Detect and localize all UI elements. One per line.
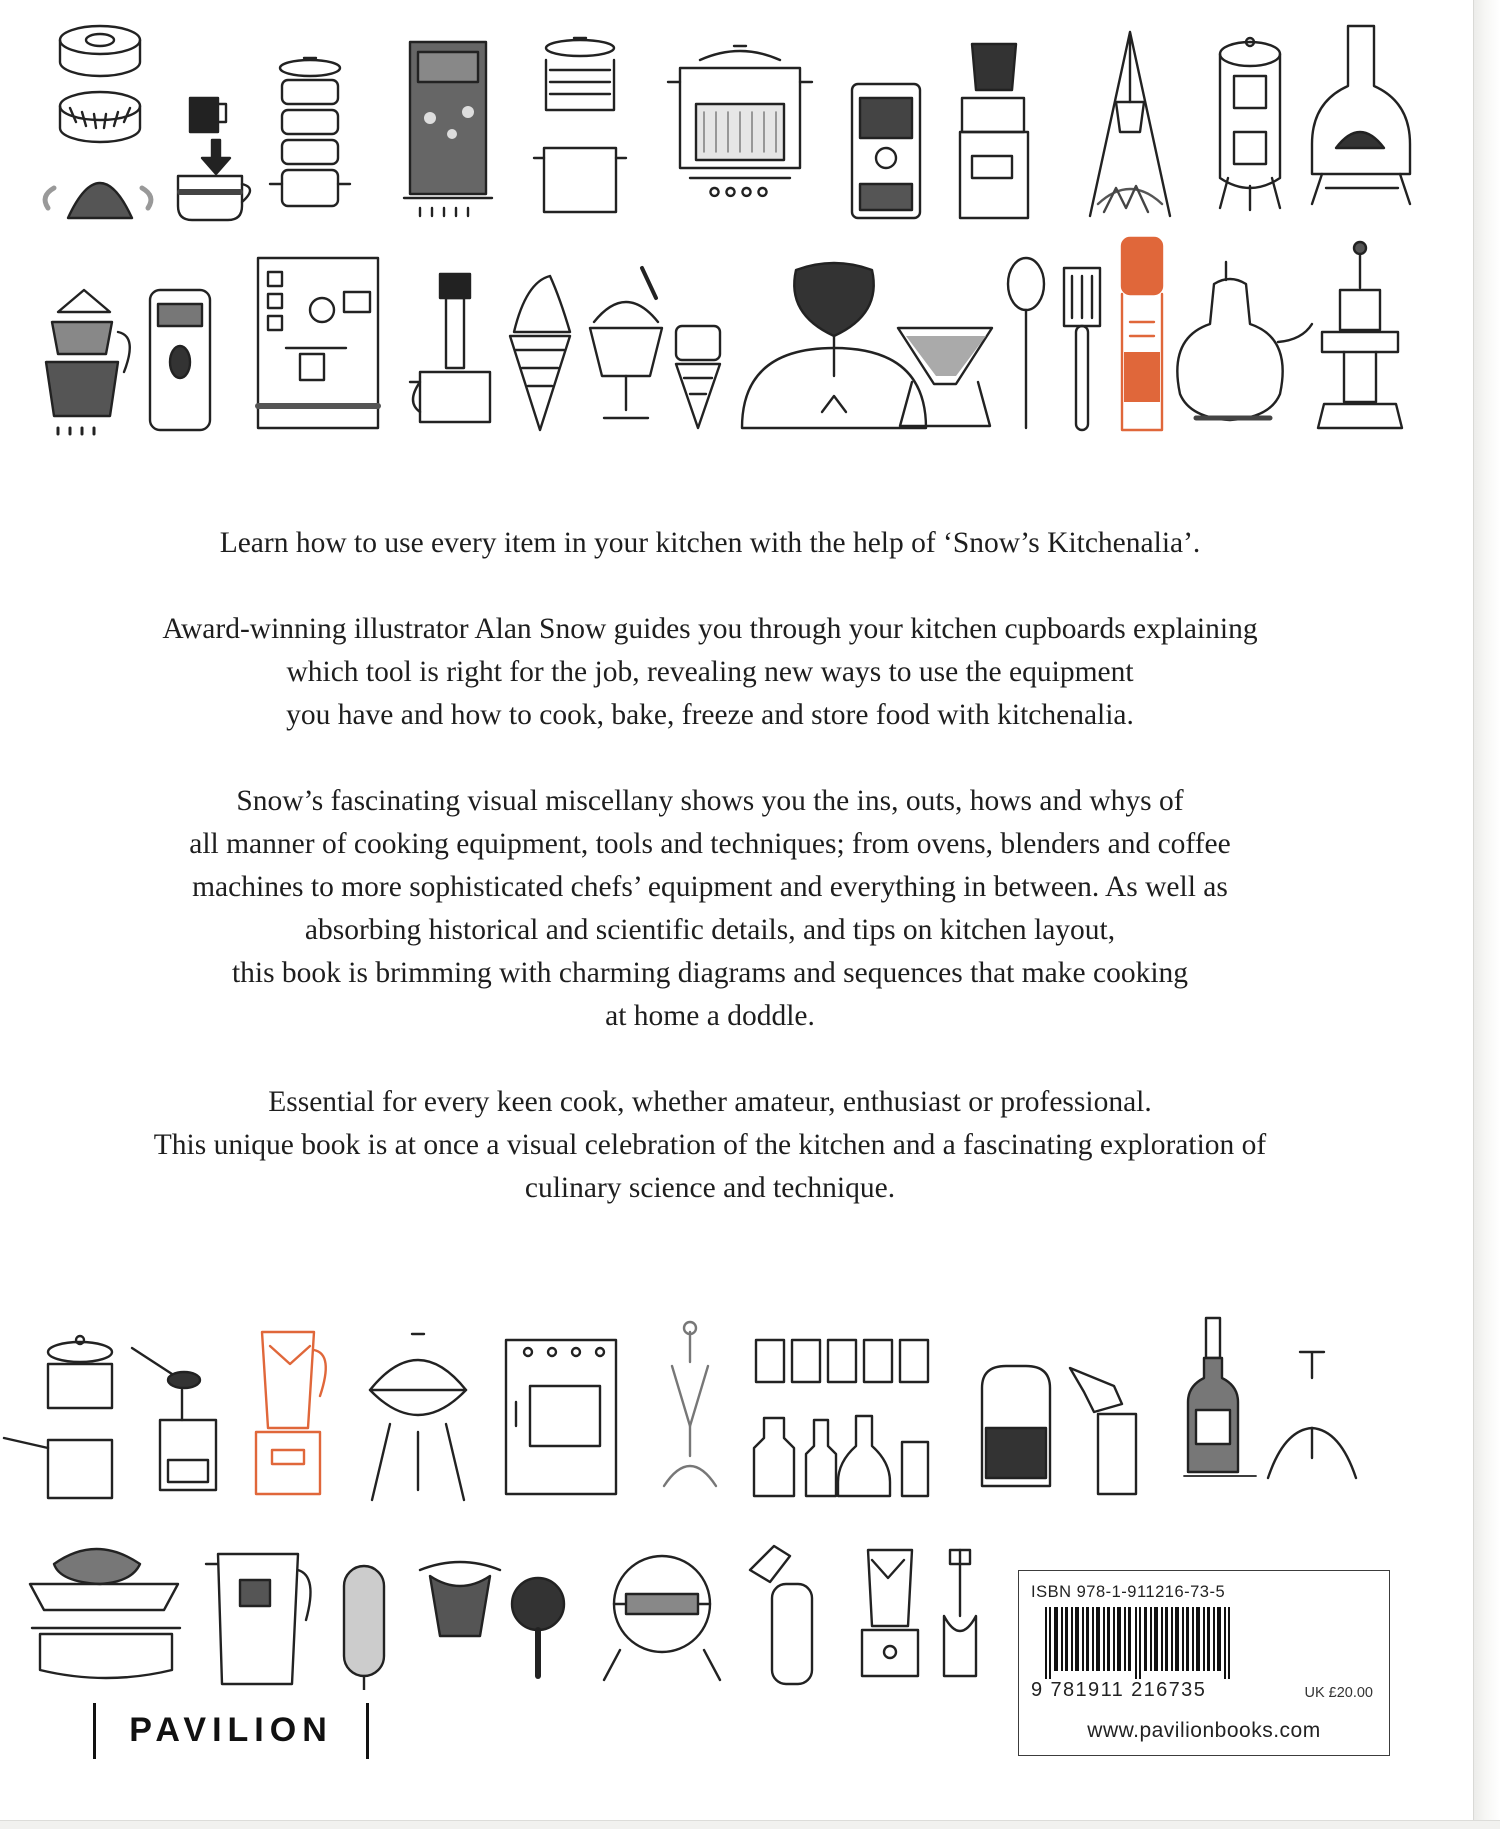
ice-lolly-icon [344, 1566, 384, 1690]
stand-blender-icon [862, 1550, 918, 1676]
blurb-line: culinary science and technique. [524, 1172, 896, 1204]
barcode-box [1018, 1570, 1390, 1756]
blow-torch-icon [1070, 1368, 1136, 1494]
blurb-line: all manner of cooking equipment, tools and techniques; from ovens, blenders and coffee [189, 828, 1231, 860]
blurb-line: this book is brimming with charming diagrams and sequences that make cooking [231, 957, 1189, 989]
double-boiler-icon [668, 46, 812, 196]
blurb-line: which tool is right for the job, revealing new ways to use the equipment [286, 656, 1134, 688]
espresso-machine-icon [258, 258, 378, 428]
blurb-line: Award-winning illustrator Alan Snow guides you through your kitchen cupboards explaining [162, 613, 1258, 645]
blurb-paragraph-3 [90, 780, 1330, 1038]
lever-espresso-machine-icon [1318, 242, 1402, 428]
illustration-row-top-2 [0, 232, 1474, 442]
tea-strainer-icon [420, 1562, 500, 1636]
hand-whisk-icon [944, 1550, 976, 1676]
price-label: UK £20.00 [1304, 1685, 1373, 1701]
blurb-line: machines to more sophisticated chefs’ equipment and everything in between. As well as [192, 871, 1228, 903]
blurb-line: at home a doddle. [605, 1000, 815, 1032]
electric-kettle-icon [150, 290, 210, 430]
saucepans-icon [4, 1336, 112, 1498]
kettle-bbq-icon [370, 1334, 466, 1500]
tripod-pot-icon [1090, 32, 1170, 216]
blurb-paragraph-2 [90, 608, 1330, 737]
rotisserie-icon [604, 1556, 720, 1680]
ice-cream-cone-icon [510, 276, 570, 430]
blurb-line: This unique book is at once a visual celebration of the kitchen and a fascinating exploration of [153, 1129, 1267, 1161]
publisher-logo-text: PAVILION [129, 1711, 333, 1749]
scale-with-spoon-icon [132, 1348, 216, 1490]
illustration-row-top-1 [0, 8, 1474, 230]
back-cover-blurb [90, 522, 1330, 1253]
spatula-icon [1064, 268, 1100, 430]
gas-jug-icon [982, 1366, 1050, 1486]
wine-bottle-corkscrew-icon [1184, 1318, 1356, 1478]
teapot-icon [1177, 262, 1312, 420]
barcode-digits: 9 781911 216735 [1031, 1679, 1207, 1701]
chiminea-icon [1312, 26, 1410, 204]
pasta-pot-icon [534, 38, 626, 212]
oven-range-icon [506, 1340, 616, 1494]
sundae-icon [590, 268, 662, 418]
bundt-tin-icon [45, 26, 151, 218]
pour-over-cup-icon [178, 98, 250, 220]
coffee-grinder-icon [960, 44, 1028, 218]
isbn-label: ISBN 978-1-911216-73-5 [1031, 1583, 1226, 1601]
smoker-icon [1220, 38, 1280, 210]
sieve-icon [512, 1578, 564, 1676]
glasses-and-bottles-icon [754, 1340, 928, 1496]
blender-icon [256, 1332, 326, 1494]
roasting-tray-icon [30, 1549, 180, 1678]
blurb-line: you have and how to cook, bake, freeze and store food with kitchenalia. [286, 699, 1134, 731]
siphon-coffee-maker-icon [742, 263, 926, 428]
page-edge-bottom [0, 1820, 1500, 1829]
corkscrew-icon [664, 1322, 716, 1486]
cream-whipper-icon [750, 1546, 812, 1684]
small-cone-icon [676, 326, 720, 428]
blurb-paragraph-1 [90, 522, 1330, 565]
blurb-line: Essential for every keen cook, whether amateur, enthusiast or professional. [268, 1086, 1152, 1118]
publisher-website: www.pavilionbooks.com [1087, 1719, 1321, 1742]
water-filter-jug-icon [206, 1554, 311, 1684]
bean-to-cup-machine-icon [852, 84, 920, 218]
steam-oven-icon [404, 42, 492, 216]
blurb-line: Learn how to use every item in your kitchen with the help of ‘Snow’s Kitchenalia’. [219, 527, 1201, 559]
spoon-icon [1008, 258, 1044, 428]
publisher-logo [93, 1703, 369, 1759]
blurb-line: Snow’s fascinating visual miscellany shows you the ins, outs, hows and whys of [236, 785, 1184, 817]
page-edge-right [1473, 0, 1500, 1829]
stacking-steamer-icon [270, 58, 350, 206]
cold-brew-tower-icon [1122, 238, 1162, 430]
blurb-line: absorbing historical and scientific details, and tips on kitchen layout, [304, 914, 1116, 946]
illustration-row-bottom-1 [0, 1310, 1474, 1510]
aeropress-icon [410, 274, 490, 422]
barcode-bars [1031, 1607, 1261, 1679]
blurb-paragraph-4 [90, 1081, 1330, 1210]
moka-pot-icon [46, 290, 130, 434]
